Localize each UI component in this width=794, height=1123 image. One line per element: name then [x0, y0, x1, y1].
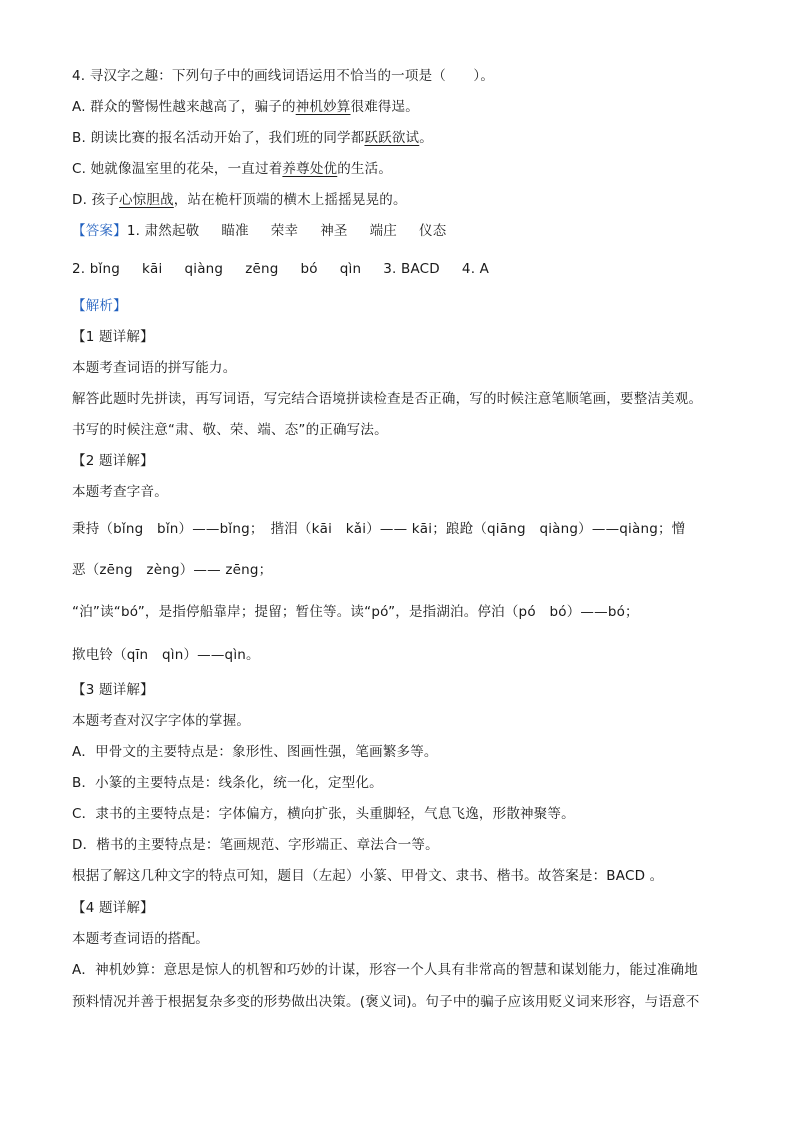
answer-item: 2. bǐng [72, 261, 121, 277]
option-d-post: ，站在桅杆顶端的横木上摇摇晃晃的。 [173, 192, 407, 208]
answer-item: 端庄 [369, 223, 398, 239]
section-4-line: A．神机妙算：意思是惊人的机智和巧妙的计谋，形容一个人具有非常高的智慧和谋划能力，能过准确地 [72, 962, 698, 978]
answer-line-1 [72, 221, 754, 241]
section-3-line: B．小篆的主要特点是：线条化，统一化，定型化。 [72, 775, 383, 791]
option-c [72, 159, 754, 179]
answer-label: 【答案】 [72, 223, 127, 239]
option-a-underlined: 神机妙算 [295, 99, 351, 115]
option-b-post: 。 [419, 130, 433, 146]
answer-item: bó [300, 261, 318, 277]
answer-item: 仪态 [419, 223, 447, 239]
option-a-post: 很难得逞。 [350, 99, 419, 115]
answer-line-2 [72, 259, 754, 279]
section-2-line: 恶（zēng zèng）—— zēng； [72, 562, 273, 578]
answer-item: 神圣 [320, 223, 348, 239]
option-b-pre: B. 朗读比赛的报名活动开始了，我们班的同学都 [72, 130, 365, 146]
section-2-title: 【2 题详解】 [72, 453, 154, 469]
answer-item: 4. A [461, 261, 490, 277]
answer-item: 1. 肃然起敬 [126, 223, 200, 239]
section-2-intro: 本题考查字音。 [72, 484, 168, 500]
section-3-line: 本题考查对汉字字体的掌握。 [72, 713, 251, 729]
section-3-title: 【3 题详解】 [72, 682, 154, 698]
answer-item: zēng [245, 261, 279, 277]
section-1-title: 【1 题详解】 [72, 329, 154, 345]
section-3-line: 根据了解这几种文字的特点可知，题目（左起）小篆、甲骨文、隶书、楷书。故答案是：BACD 。 [72, 868, 664, 884]
option-d-underlined: 心惊胆战 [118, 192, 174, 208]
section-3-line: D．楷书的主要特点是：笔画规范、字形端正、章法合一等。 [72, 837, 439, 853]
section-1-line: 本题考查词语的拼写能力。 [72, 360, 237, 376]
option-c-post: 的生活。 [337, 161, 393, 177]
option-d-pre: D. 孩子 [72, 192, 119, 208]
answer-item: 3. BACD [383, 261, 440, 277]
section-4-line: 本题考查词语的搭配。 [72, 931, 209, 947]
section-4-line: 预料情况并善于根据复杂多变的形势做出决策。(褒义词)。句子中的骗子应该用贬义词来形容，与语意不 [72, 994, 700, 1010]
section-3-line: C．隶书的主要特点是：字体偏方，横向扩张，头重脚轻，气息飞逸，形散神聚等。 [72, 806, 575, 822]
answer-item: 荣幸 [270, 223, 299, 239]
section-1-line: 书写的时候注意“肃、敬、荣、端、态”的正确写法。 [72, 422, 388, 438]
option-a [72, 97, 754, 117]
option-d [72, 190, 754, 210]
section-4-title: 【4 题详解】 [72, 900, 154, 916]
answer-item: 瞄准 [221, 223, 249, 239]
section-2-line: 揿电铃（qīn qìn）——qìn。 [72, 647, 260, 663]
option-c-pre: C. 她就像温室里的花朵，一直过着 [72, 161, 283, 177]
section-1-line: 解答此题时先拼读，再写词语，写完结合语境拼读检查是否正确，写的时候注意笔顺笔画，要整洁美观。 [72, 391, 703, 407]
analysis-label: 【解析】 [72, 298, 127, 314]
answer-item: kāi [142, 261, 163, 277]
option-b [72, 128, 754, 148]
option-b-underlined: 跃跃欲试 [364, 130, 420, 146]
question-4-stem: 4. 寻汉字之趣：下列句子中的画线词语运用不恰当的一项是（ ）。 [72, 68, 495, 84]
answer-item: qìn [339, 261, 362, 277]
option-c-underlined: 养尊处优 [282, 161, 338, 177]
section-2-line: 秉持（bǐng bǐn）——bǐng； 揩泪（kāi kǎi）—— kāi；踉跄（qiāng qiàng）——qiàng；憎 [72, 521, 686, 537]
option-a-pre: A. 群众的警惕性越来越高了，骗子的 [72, 99, 296, 115]
section-3-line: A．甲骨文的主要特点是：象形性、图画性强，笔画繁多等。 [72, 744, 438, 760]
answer-item: qiàng [184, 261, 224, 277]
section-2-line: “泊”读“bó”，是指停船靠岸；提留；暂住等。读“pó”，是指湖泊。停泊（pó bó）——bó； [72, 604, 639, 620]
